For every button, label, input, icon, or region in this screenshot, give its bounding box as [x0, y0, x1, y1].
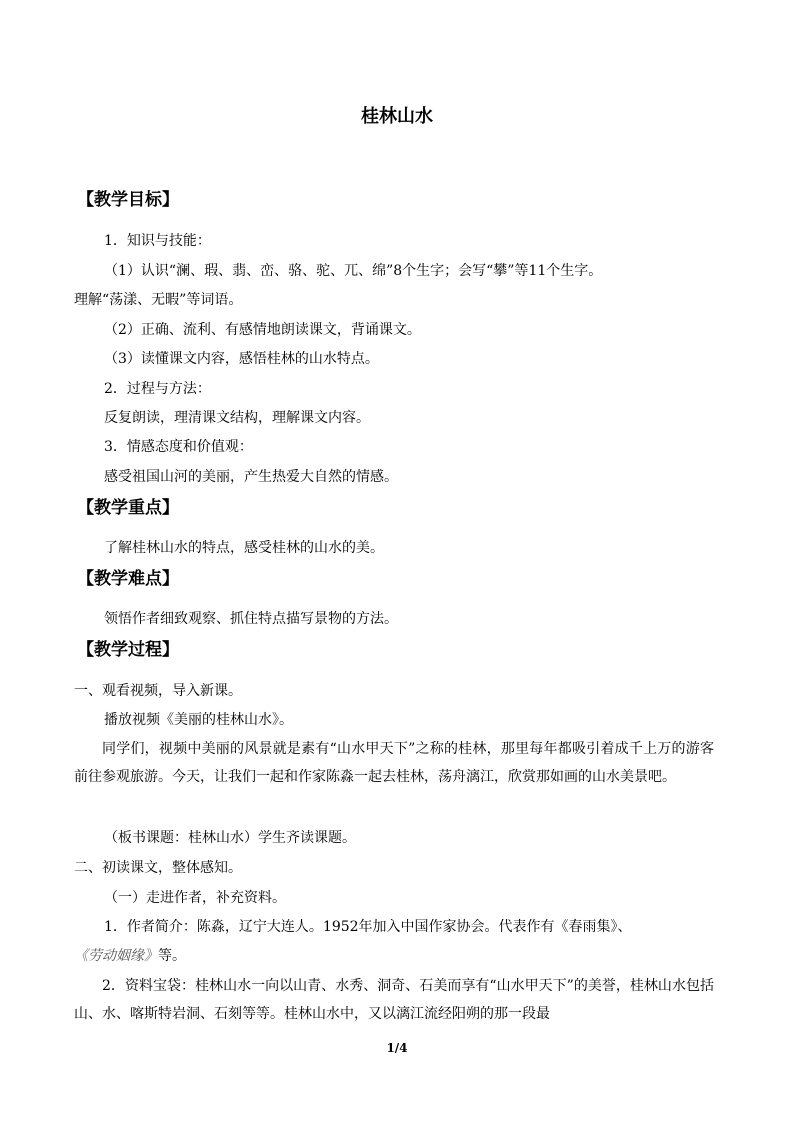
process-section-1-title: 一、观看视频，导入新课。 [74, 683, 242, 699]
section-heading-key-points: 【教学重点】 [77, 498, 179, 518]
author-intro-end: 等。 [158, 948, 186, 964]
author-intro: 1．作者简介：陈淼，辽宁大连人。1952年加入中国作家协会。代表作有《春雨集》、 [104, 919, 632, 935]
section-heading-process: 【教学过程】 [77, 640, 179, 660]
process-section-1-paragraph: 同学们，视频中美丽的风景就是素有“山水甲天下”之称的桂林，那里每年都吸引着成千上万的游客前往参观旅游。今天，让我们一起和作家陈淼一起去桂林，荡舟漓江，欣赏那如画的山水美景吧。 [74, 741, 714, 785]
section-heading-difficulties: 【教学难点】 [77, 569, 179, 589]
book-title: 《劳动姻缘》 [74, 948, 158, 964]
page-number: 1/4 [386, 1041, 408, 1055]
goal-item-1-sub-3: （3）读懂课文内容，感悟桂林的山水特点。 [104, 351, 379, 367]
process-section-1-line-1: 播放视频《美丽的桂林山水》。 [104, 712, 293, 728]
goal-item-1-title: 1．知识与技能： [104, 233, 211, 249]
difficulties-text: 领悟作者细致观察、抓住特点描写景物的方法。 [104, 611, 398, 627]
key-points-text: 了解桂林山水的特点，感受桂林的山水的美。 [104, 540, 384, 556]
process-section-1-note: （板书课题：桂林山水）学生齐读课题。 [104, 830, 356, 846]
goal-item-3-title: 3．情感态度和价值观： [104, 439, 253, 455]
author-intro-continued [74, 944, 186, 968]
goal-item-3-text: 感受祖国山河的美丽，产生热爱大自然的情感。 [104, 469, 398, 485]
process-section-2-sub-1: （一）走进作者，补充资料。 [104, 890, 286, 906]
section-heading-goals: 【教学目标】 [77, 190, 179, 210]
page-title: 桂林山水 [361, 106, 433, 127]
resource-paragraph: 2．资料宝袋：桂林山水一向以山青、水秀、洞奇、石美而享有“山水甲天下”的美誉，桂林山水包括山、水、喀斯特岩洞、石刻等等。桂林山水中，又以漓江流经阳朔的那一段最 [74, 978, 714, 1022]
goal-item-1-sub-2: （2）正确、流利、有感情地朗读课文，背诵课文。 [104, 322, 421, 338]
goal-item-1-sub-1-continued: 理解“荡漾、无暇”等词语。 [74, 292, 243, 308]
goal-item-2-title: 2．过程与方法： [104, 381, 211, 397]
goal-item-2-text: 反复朗读，理清课文结构，理解课文内容。 [104, 410, 370, 426]
process-section-2-title: 二、初读课文，整体感知。 [74, 860, 242, 876]
goal-item-1-sub-1: （1）认识“澜、瑕、翡、峦、骆、驼、兀、绵”8个生字；会写“攀”等11个生字。 [104, 263, 603, 279]
